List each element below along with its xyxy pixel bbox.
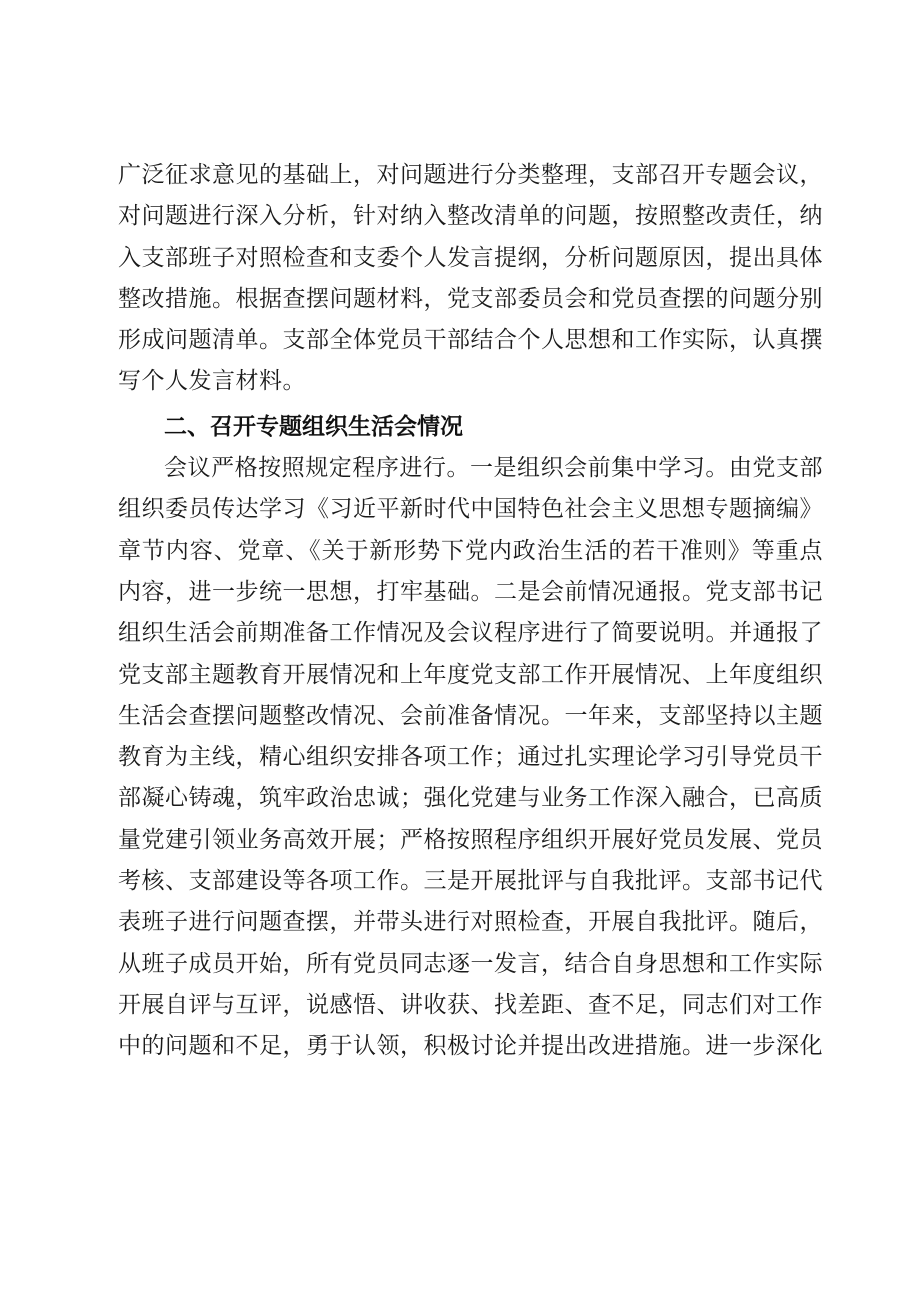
- text-line: 教育为主线，精心组织安排各项工作；通过扎实理论学习引导党员干: [118, 744, 823, 771]
- text-line: 开展自评与互评，说感悟、讲收获、找差距、查不足，同志们对工作: [118, 991, 823, 1018]
- paragraph-meeting: [118, 448, 823, 1067]
- text-line: 内容，进一步统一思想，打牢基础。二是会前情况通报。党支部书记: [118, 578, 823, 605]
- text-line: 章节内容、党章、《关于新形势下党内政治生活的若干准则》等重点: [118, 537, 823, 564]
- text-line: 会议严格按照规定程序进行。一是组织会前集中学习。由党支部: [164, 455, 823, 482]
- document-page: [118, 155, 823, 1068]
- text-line: 中的问题和不足，勇于认领，积极讨论并提出改进措施。进一步深化: [118, 1033, 823, 1060]
- text-line: 广泛征求意见的基础上，对问题进行分类整理，支部召开专题会议，: [118, 162, 823, 188]
- paragraph-continuation: [118, 155, 823, 403]
- text-line: 党支部主题教育开展情况和上年度党支部工作开展情况、上年度组织: [118, 661, 823, 688]
- text-line: 量党建引领业务高效开展；严格按照程序组织开展好党员发展、党员: [118, 826, 823, 853]
- text-line: 生活会查摆问题整改情况、会前准备情况。一年来，支部坚持以主题: [118, 702, 823, 729]
- section-heading: 二、召开专题组织生活会情况: [164, 413, 463, 440]
- text-line: 部凝心铸魂，筑牢政治忠诚；强化党建与业务工作深入融合，已高质: [118, 785, 823, 812]
- text-line: 从班子成员开始，所有党员同志逐一发言，结合自身思想和工作实际: [118, 950, 823, 977]
- text-line: 整改措施。根据查摆问题材料，党支部委员会和党员查摆的问题分别: [118, 285, 823, 312]
- text-line: 组织生活会前期准备工作情况及会议程序进行了简要说明。并通报了: [118, 620, 823, 647]
- text-line: 考核、支部建设等各项工作。三是开展批评与自我批评。支部书记代: [118, 868, 823, 895]
- text-line: 组织委员传达学习《习近平新时代中国特色社会主义思想专题摘编》: [118, 496, 823, 523]
- text-line: 形成问题清单。支部全体党员干部结合个人思想和工作实际，认真撰: [118, 327, 823, 354]
- text-line: 入支部班子对照检查和支委个人发言提纲，分析问题原因，提出具体: [118, 244, 823, 271]
- text-line: 表班子进行问题查摆，并带头进行对照检查，开展自我批评。随后，: [118, 909, 823, 936]
- text-line: 对问题进行深入分析，针对纳入整改清单的问题，按照整改责任，纳: [118, 203, 823, 230]
- text-line: 写个人发言材料。: [118, 368, 306, 395]
